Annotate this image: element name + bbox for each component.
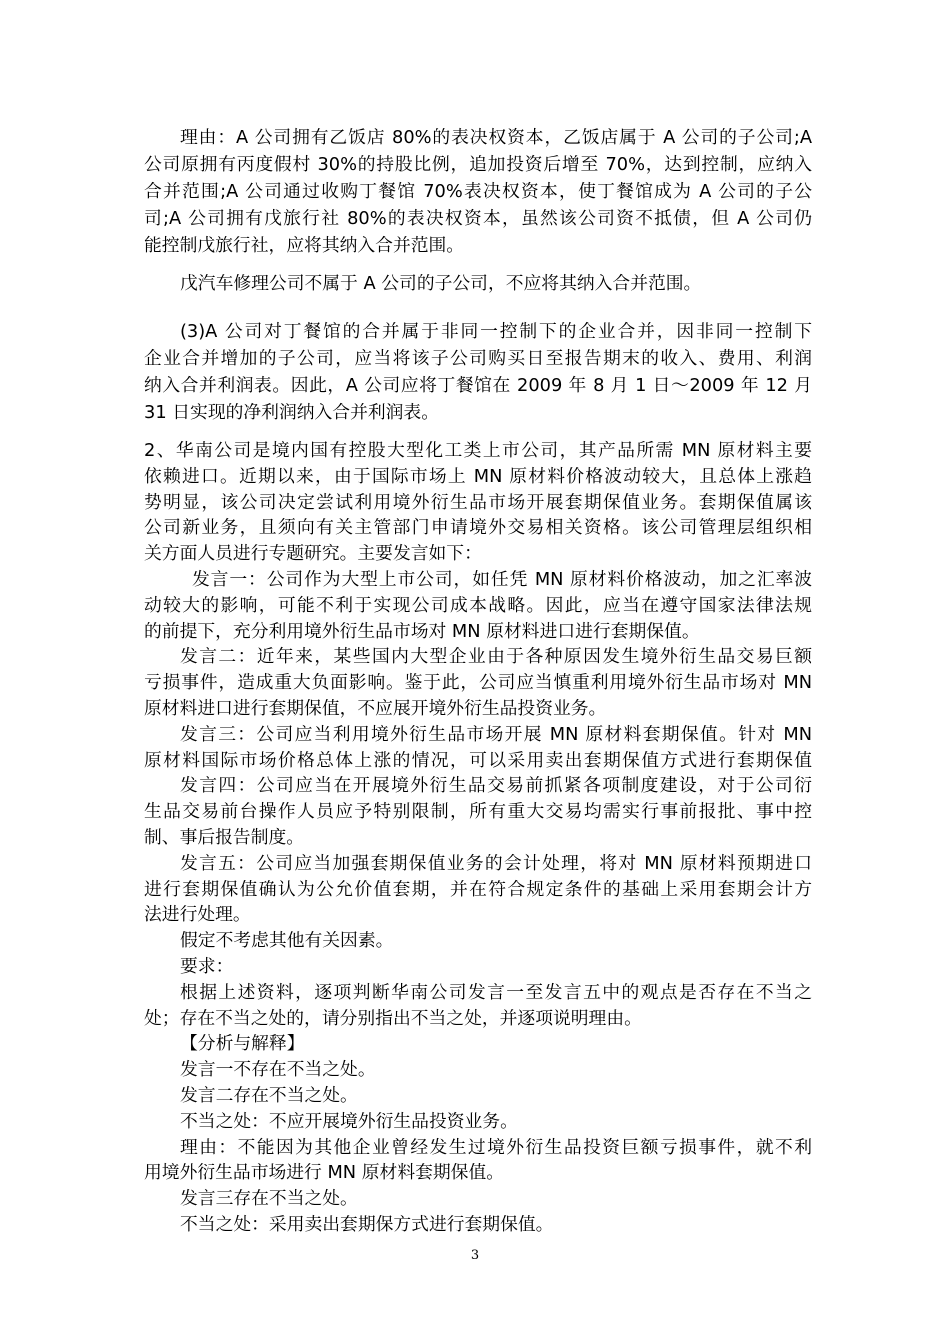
- text-line: 纳入合并利润表。因此，A 公司应将丁餐馆在 2009 年 8 月 1 日～2009 年 12 月: [144, 375, 812, 396]
- text-line: 亏损事件，造成重大负面影响。鉴于此，公司应当慎重利用境外衍生品市场对 MN: [144, 672, 812, 694]
- text-line: 发言四：公司应当在开展境外衍生品交易前抓紧各项制度建设，对于公司衍: [180, 775, 812, 797]
- text-line: 要求：: [180, 955, 234, 977]
- text-line: 发言一：公司作为大型上市公司，如任凭 MN 原材料价格波动，加之汇率波: [192, 568, 812, 590]
- text-line: 生品交易前台操作人员应予特别限制，所有重大交易均需实行事前报批、事中控: [144, 801, 812, 823]
- text-line: 依赖进口。近期以来，由于国际市场上 MN 原材料价格波动较大，且总体上涨趋: [144, 465, 812, 487]
- text-line: 不当之处：不应开展境外衍生品投资业务。: [180, 1110, 518, 1132]
- text-line: 进行套期保值确认为公允价值套期，并在符合规定条件的基础上采用套期会计方: [144, 878, 812, 900]
- text-line: 发言五：公司应当加强套期保值业务的会计处理，将对 MN 原材料预期进口: [180, 852, 812, 874]
- text-line: 原材料进口进行套期保值，不应展开境外衍生品投资业务。: [144, 697, 607, 719]
- text-line: 发言一不存在不当之处。: [180, 1059, 376, 1081]
- text-line: 能控制戊旅行社，应将其纳入合并范围。: [144, 235, 465, 256]
- text-line: 关方面人员进行专题研究。主要发言如下：: [144, 543, 482, 565]
- text-line: 不当之处：采用卖出套期保方式进行套期保值。: [180, 1213, 554, 1235]
- text-line: 法进行处理。: [144, 904, 251, 926]
- text-line: 发言三存在不当之处。: [180, 1188, 358, 1210]
- text-line: 企业合并增加的子公司，应当将该子公司购买日至报告期末的收入、费用、利润: [144, 348, 812, 369]
- paragraph-reason-subsidiaries: [144, 124, 812, 259]
- page-number: 3: [470, 1248, 480, 1263]
- paragraph-auto-repair: [144, 270, 812, 297]
- text-line: 根据上述资料，逐项判断华南公司发言一至发言五中的观点是否存在不当之: [180, 981, 812, 1003]
- text-line: 理由：A 公司拥有乙饭店 80%的表决权资本，乙饭店属于 A 公司的子公司;A: [180, 127, 812, 148]
- text-line: 用境外衍生品市场进行 MN 原材料套期保值。: [144, 1162, 505, 1184]
- text-line: 司;A 公司拥有戊旅行社 80%的表决权资本，虽然该公司资不抵债，但 A 公司仍: [144, 208, 812, 229]
- text-line: 处；存在不当之处的，请分别指出不当之处，并逐项说明理由。: [144, 1007, 642, 1029]
- text-line: 公司新业务，且须向有关主管部门申请境外交易相关资格。该公司管理层组织相: [144, 517, 812, 539]
- text-line: 2、华南公司是境内国有控股大型化工类上市公司，其产品所需 MN 原材料主要: [144, 440, 812, 461]
- text-line: 的前提下，充分利用境外衍生品市场对 MN 原材料进口进行套期保值。: [144, 620, 700, 642]
- text-line: 戊汽车修理公司不属于 A 公司的子公司，不应将其纳入合并范围。: [180, 273, 702, 294]
- paragraph-item-3: [144, 318, 812, 426]
- section-question-2: [144, 438, 812, 1238]
- section-heading: 【分析与解释】: [180, 1033, 305, 1055]
- text-line: 合并范围;A 公司通过收购丁餐馆 70%表决权资本，使丁餐馆成为 A 公司的子公: [144, 181, 812, 202]
- text-line: 31 日实现的净利润纳入合并利润表。: [144, 402, 439, 423]
- text-line: 发言二：近年来，某些国内大型企业由于各种原因发生境外衍生品交易巨额: [180, 646, 812, 668]
- text-line: 原材料国际市场价格总体上涨的情况，可以采用卖出套期保值方式进行套期保值: [144, 749, 812, 771]
- text-line: 发言三：公司应当利用境外衍生品市场开展 MN 原材料套期保值。针对 MN: [180, 723, 812, 745]
- text-line: 动较大的影响，可能不利于实现公司成本战略。因此，应当在遵守国家法律法规: [144, 594, 812, 616]
- text-line: 公司原拥有丙度假村 30%的持股比例，追加投资后增至 70%，达到控制，应纳入: [144, 154, 812, 175]
- text-line: 制、事后报告制度。: [144, 826, 305, 848]
- text-line: 势明显，该公司决定尝试利用境外衍生品市场开展套期保值业务。套期保值属该: [144, 491, 812, 513]
- text-line: 发言二存在不当之处。: [180, 1084, 358, 1106]
- text-line: 假定不考虑其他有关因素。: [180, 930, 394, 952]
- text-line: (3)A 公司对丁餐馆的合并属于非同一控制下的企业合并，因非同一控制下: [180, 321, 812, 342]
- text-line: 理由：不能因为其他企业曾经发生过境外衍生品投资巨额亏损事件，就不利: [180, 1136, 812, 1158]
